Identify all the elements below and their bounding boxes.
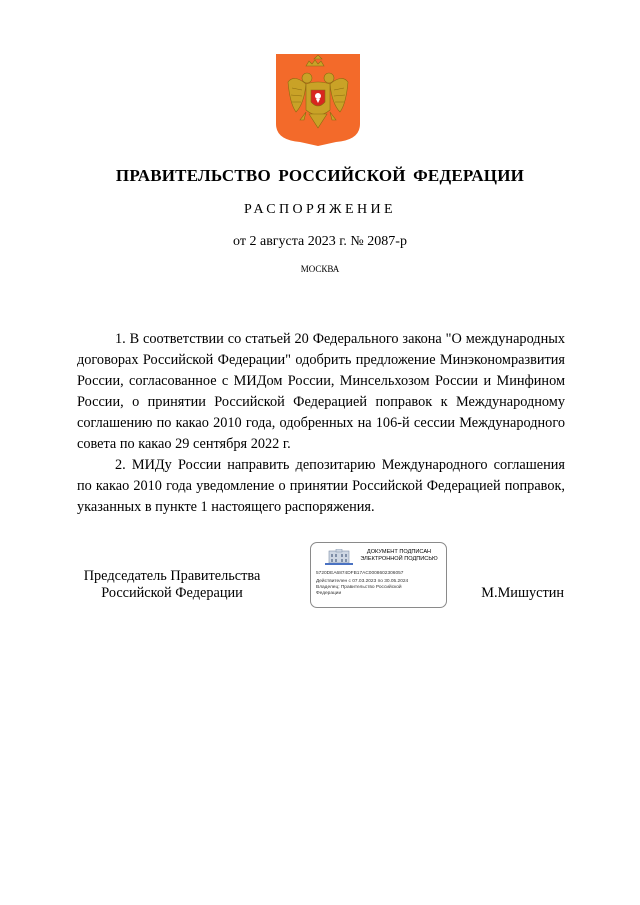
government-title: ПРАВИТЕЛЬСТВО РОССИЙСКОЙ ФЕДЕРАЦИИ [115, 166, 525, 185]
document-city: МОСКВА [300, 264, 340, 274]
coat-of-arms-icon [276, 54, 360, 146]
stamp-owner-line-1: Владелец: Правительство Российской [316, 585, 402, 590]
document-type: РАСПОРЯЖЕНИЕ [244, 202, 396, 217]
signer-position-line-1: Председатель Правительства [83, 568, 261, 584]
document-body [77, 329, 565, 518]
stamp-validity: Действителен с 07.03.2023 по 30.05.2024 [316, 579, 409, 584]
paragraph-2: 2. МИДу России направить депозитарию Международного соглашения по какао 2010 года уведомление о принятии Российской Федерацией поправок, указанных в пункте 1 настоящего распоряжения. [77, 457, 565, 515]
stamp-title-line-2: ЭЛЕКТРОННОЙ ПОДПИСЬЮ [360, 556, 438, 562]
stamp-title-line-1: ДОКУМЕНТ ПОДПИСАН [366, 549, 432, 555]
document-date-number: от 2 августа 2023 г. № 2087-р [233, 234, 407, 249]
government-building-icon [325, 549, 353, 565]
signer-name: М.Мишустин [481, 585, 564, 601]
paragraph-1: 1. В соответствии со статьей 20 Федерального закона "О международных договорах Российской Федерации" одобрить предложение Минэкономразвития России, согласованное с МИДом России, Минсельхозом России и Минфином России, о принятии Российской Федерацией поправок к Международному соглашению по какао 2010 года, одобренных на 106-й сессии Международного совета по какао 29 сентября 2022 г. [77, 331, 565, 452]
stamp-certificate: 5720DEA6874DFB17AC0008602306057 [316, 571, 404, 576]
stamp-title [353, 549, 445, 563]
stamp-owner-line-2: Федерации [316, 591, 342, 596]
signer-position [77, 568, 267, 602]
signer-position-line-2: Российской Федерации [101, 585, 243, 601]
electronic-signature-stamp [310, 542, 447, 608]
